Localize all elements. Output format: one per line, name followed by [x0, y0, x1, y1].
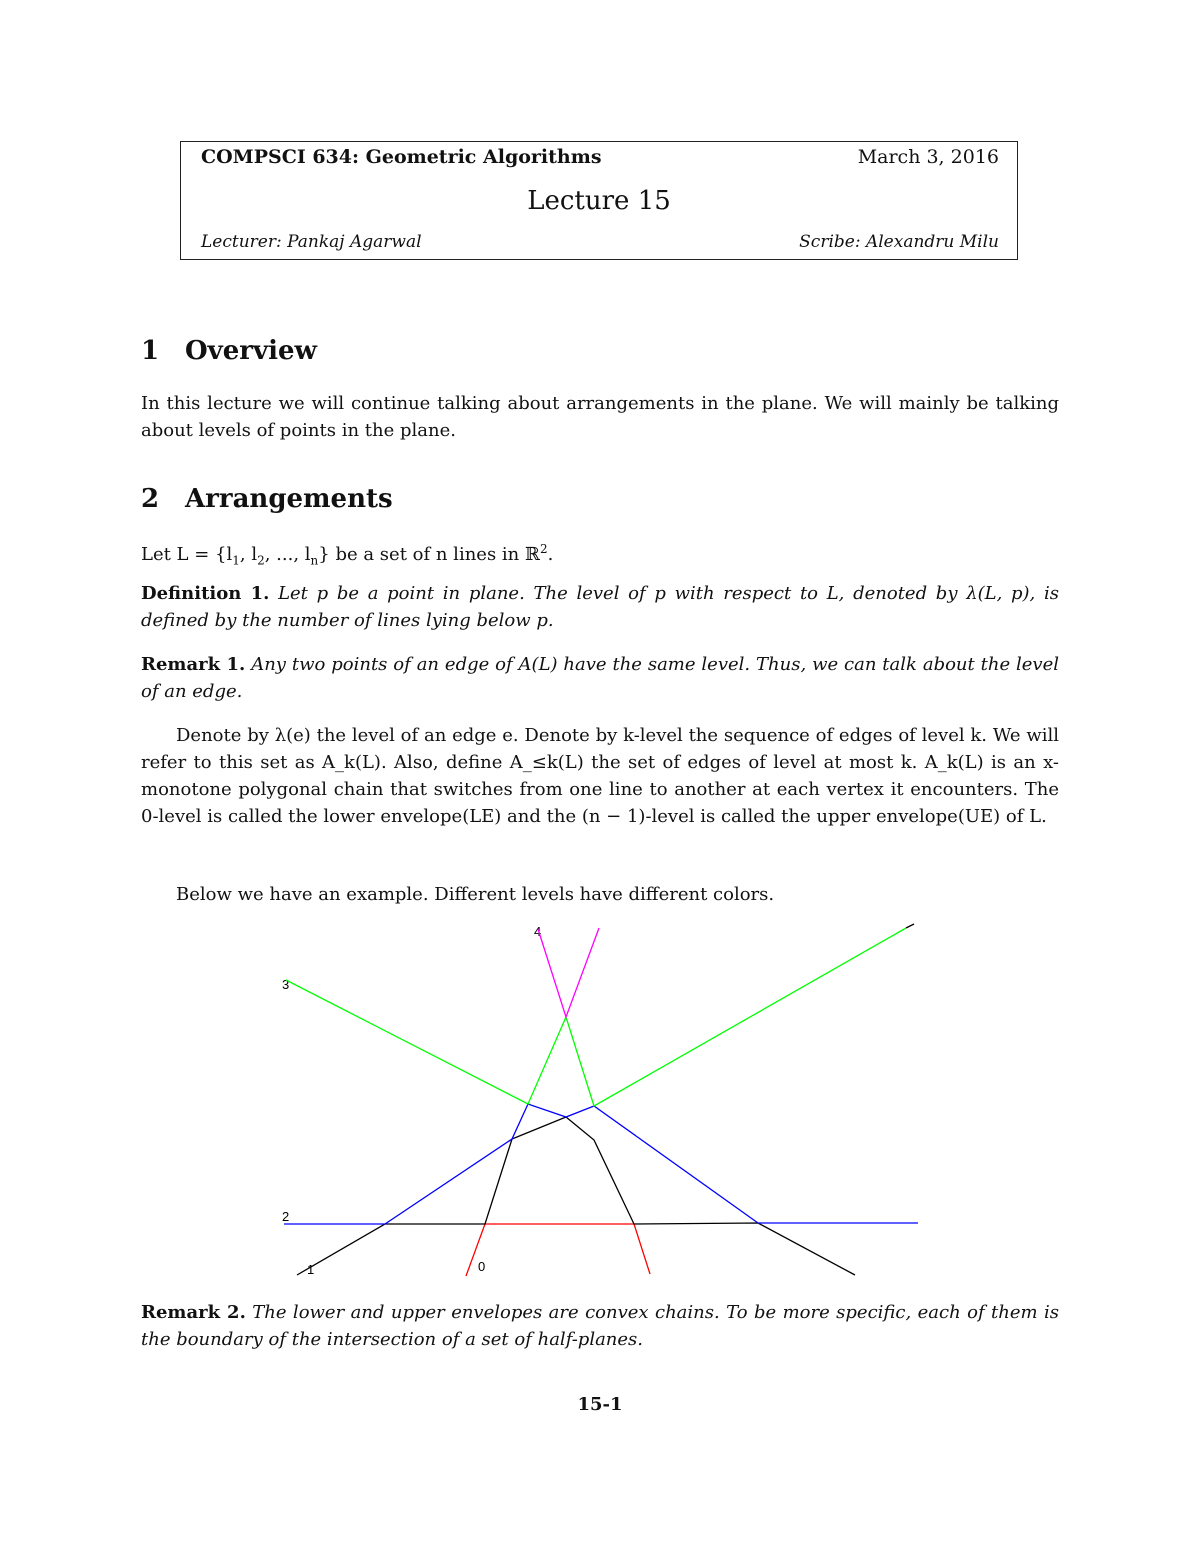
section-number: 2	[141, 484, 160, 514]
arrangement-figure	[270, 918, 930, 1288]
label-3: 3	[282, 977, 290, 992]
label-1: 1	[307, 1262, 315, 1277]
overview-paragraph: In this lecture we will continue talking about arrangements in the plane. We will mainly be talking about levels of points in the plane.	[141, 393, 1059, 441]
section-heading-arrangements	[141, 484, 393, 514]
scribe: Scribe: Alexandru Milu	[799, 232, 999, 252]
section-title: Overview	[185, 336, 317, 366]
section-heading-overview	[141, 336, 317, 366]
intro-text: .	[547, 544, 554, 565]
page-number: 15-1	[577, 1394, 623, 1415]
intro-superscript: 2	[539, 542, 548, 556]
label-2: 2	[282, 1209, 290, 1224]
intro-text: Let L = {l	[141, 544, 233, 565]
level-2-chain	[284, 1104, 918, 1224]
level-4-chain	[538, 928, 599, 1017]
definition-text: Let p be a point in plane. The level of p with respect to L, denoted by λ(L, p), is defined by the number of lines lying below p.	[141, 583, 1059, 631]
label-4: 4	[534, 924, 542, 939]
section-title: Arrangements	[185, 484, 393, 514]
course-title: COMPSCI 634: Geometric Algorithms	[201, 146, 602, 168]
remark-label: Remark 2.	[141, 1302, 246, 1323]
level-0-chain	[466, 1224, 650, 1276]
levels-paragraph: Denote by λ(e) the level of an edge e. Denote by k-level the sequence of edges of level k. We will refer to this set as A_k(L). Also, define A_≤k(L) the set of edges of level at most k. A_k(L) is an x-monotone polygonal chain that switches from one line to another at each vertex it encounters. The 0-level is called the lower envelope(LE) and the (n − 1)-level is called the upper envelope(UE) of L.	[141, 725, 1059, 827]
remark-text: Any two points of an edge of A(L) have the same level. Thus, we can talk about the level of an edge.	[141, 654, 1059, 702]
lecture-title: Lecture 15	[527, 186, 671, 216]
section-number: 1	[141, 336, 160, 366]
intro-text: } be a set of n lines in ℝ	[318, 544, 540, 565]
lecturer: Lecturer: Pankaj Agarwal	[201, 232, 422, 252]
definition-label: Definition 1.	[141, 583, 270, 604]
intro-text: , ..., l	[264, 544, 311, 565]
level-3-chain	[286, 928, 906, 1106]
example-intro: Below we have an example. Different levels have different colors.	[176, 884, 775, 905]
lines-set-intro: Let $L = \{l_1$, $l_2$, ..., $l_n$} be a set of n lines in ℝ$^2$.	[141, 542, 554, 568]
remark-2	[141, 1299, 1059, 1353]
label-0: 0	[478, 1259, 486, 1274]
definition-1	[141, 580, 1059, 634]
header-box	[180, 141, 1018, 260]
remark-1	[141, 651, 1059, 705]
remark-label: Remark 1.	[141, 654, 246, 675]
lecture-date: March 3, 2016	[857, 146, 999, 168]
intro-text: , l	[239, 544, 258, 565]
remark-text: The lower and upper envelopes are convex chains. To be more specific, each of them is the boundary of the intersection of a set of half-planes.	[141, 1302, 1059, 1350]
